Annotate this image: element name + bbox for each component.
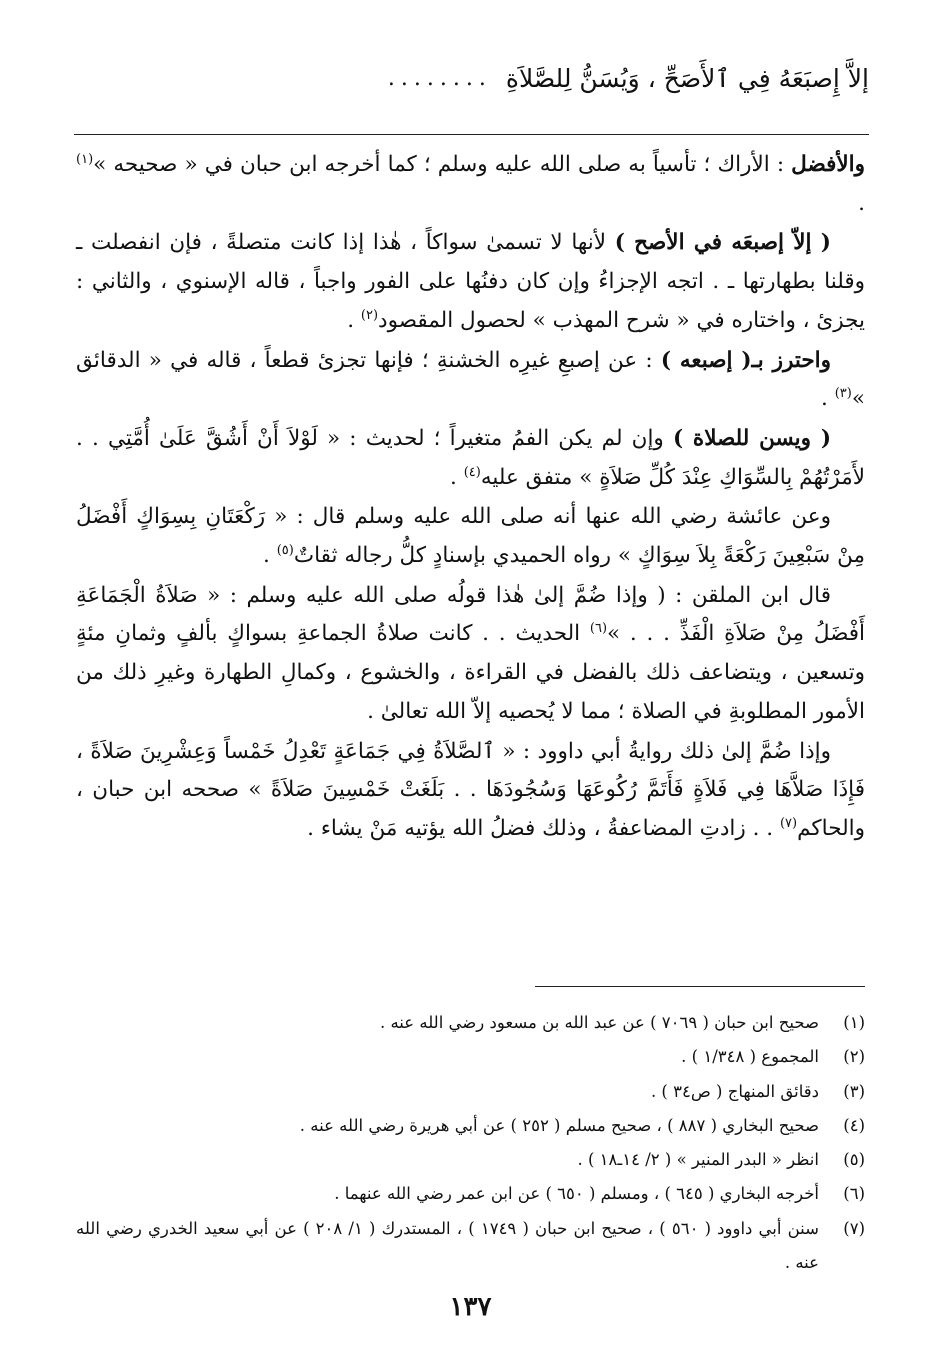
paragraph-end: . [858, 190, 865, 216]
footnote-ref: (٦) [589, 621, 608, 637]
paragraph-text: : الأراك ؛ تأسياً به صلى الله عليه وسلم ؛ كما أخرجه ابن حبان في « صحيحه » [93, 152, 792, 177]
paragraph-text: وإذا ضُمَّ إلىٰ ذلك روايةُ أبي داوود : « ٱلصَّلاَةُ فِي جَمَاعَةٍ تَعْدِلُ خَمْساً وَعِشْرِينَ صَلاَةً ، فَإِذَا صَلاَّهَا فِي فَلاَةٍ فَأَتَمَّ رُكُوعَهَا وَسُجُودَهَا . . بَلَغَتْ خَمْسِينَ صَلاَةً » صححه ابن حبان ، والحاكم [76, 738, 865, 841]
paragraph [76, 577, 865, 732]
main-text [76, 146, 865, 850]
paragraph-text: لأنها لا تسمىٰ سواكاً ، هٰذا إذا كانت متصلةً ، فإن انفصلت ـ وقلنا بطهارتها ـ . اتجه الإجزاءُ وإن كان دفنُها على الفور واجباً ، قاله الإسنوي ، والثاني : يجزئ ، واختاره في « شرح المهذب » لحصول المقصود [76, 230, 865, 333]
footnote-text: صحيح ابن حبان ( ٧٠٦٩ ) عن عبد الله بن مسعود رضي الله عنه . [379, 1013, 819, 1032]
header-dots: ........ [387, 65, 492, 91]
running-header [72, 52, 869, 104]
paragraph [76, 498, 865, 575]
paragraph-lead: ( ويسن للصلاة ) [672, 425, 832, 451]
paragraph-end: الحديث . . كانت صلاةُ الجماعةِ بسواكٍ بألفٍ وثمانِ مئةٍ وتسعين ، ويتضاعف ذلك بالفضل في القراءة ، والخشوع ، وكمالِ الطهارة وغيرِ ذلك من الأمور المطلوبةِ في الصلاة ؛ مما لا يُحصيه إلاّ الله تعالىٰ . [76, 621, 865, 724]
footnote-number: (٤) [843, 1115, 865, 1135]
paragraph [76, 342, 865, 419]
footnote [76, 1006, 865, 1040]
footnote-ref: (٥) [276, 542, 294, 558]
footnote-ref: (٧) [779, 815, 798, 831]
footnote-number: (١) [843, 1013, 865, 1032]
footnote [76, 1143, 865, 1177]
page-number: ١٣٧ [449, 1292, 492, 1322]
footnote-number: (٢) [843, 1047, 865, 1067]
footnote [76, 1075, 865, 1109]
footnote-ref: (٢) [360, 307, 379, 323]
paragraph [76, 224, 865, 340]
paragraph-text: وإن لم يكن الفمُ متغيراً ؛ لحديث : « لَوْلاَ أَنْ أَشُقَّ عَلَىٰ أُمَّتِي . . لأَمَرْتُهُمْ بِالسِّوَاكِ عِنْدَ كُلِّ صَلاَةٍ » متفق عليه [76, 425, 865, 490]
footnote [76, 1177, 865, 1211]
footnote-divider [535, 986, 865, 987]
paragraph-text: : عن إصبعِ غيرِه الخشنةِ ؛ فإنها تجزئ قطعاً ، قاله في « الدقائق » [76, 347, 865, 412]
paragraph-text: قال ابن الملقن : ( وإذا ضُمَّ إلىٰ هٰذا قولُه صلى الله عليه وسلم : « صَلاَةُ الْجَمَاعَةِ أَفْضَلُ مِنْ صَلاَةِ الْفَذِّ . . . » [76, 582, 865, 647]
footnote-ref: (٤) [463, 464, 481, 480]
footnote-text: أخرجه البخاري ( ٦٤٥ ) ، ومسلم ( ٦٥٠ ) عن ابن عمر رضي الله عنهما . [334, 1184, 819, 1204]
footnote-number: (٣) [843, 1081, 865, 1101]
footnote-number: (٧) [843, 1218, 865, 1238]
paragraph-lead: والأفضل [791, 152, 865, 177]
paragraph [76, 146, 865, 223]
footnote-ref: (١) [76, 151, 94, 167]
paragraph-end: . [821, 386, 835, 412]
paragraph-end: . [347, 307, 361, 333]
footnote-text: انظر « البدر المنير » ( ٢/ ١٤ـ١٨ ) . [577, 1150, 819, 1170]
paragraph [76, 420, 865, 497]
footnote [76, 1212, 865, 1281]
footnote [76, 1040, 865, 1074]
paragraph-end: . [450, 464, 464, 490]
running-title: إلاَّ إِصبَعَهُ فِي ٱلأَصَحِّ ، وَيُسَنُّ لِلصَّلاَةِ [505, 63, 869, 93]
footnote-number: (٥) [843, 1150, 865, 1170]
paragraph [76, 733, 865, 849]
header-divider [74, 134, 869, 135]
footnote-text: دقائق المنهاج ( ص٣٤ ) . [650, 1081, 819, 1101]
paragraph-lead: ( إلاّ إصبعَه في الأصح ) [614, 230, 831, 256]
footnote-ref: (٣) [834, 386, 852, 402]
footnote-number: (٦) [843, 1184, 865, 1204]
footnote-text: سنن أبي داوود ( ٥٦٠ ) ، صحيح ابن حبان ( ١٧٤٩ ) ، المستدرك ( ١/ ٢٠٨ ) عن أبي سعيد الخدري رضي الله عنه . [76, 1218, 819, 1273]
paragraph-text: وعن عائشة رضي الله عنها أنه صلى الله عليه وسلم قال : « رَكْعَتَانِ بِسِوَاكٍ أَفْضَلُ مِنْ سَبْعِينَ رَكْعَةً بِلاَ سِوَاكٍ » رواه الحميدي بإسنادٍ كلُّ رجاله ثقاتٌ [76, 504, 865, 569]
footnote-text: المجموع ( ١/٣٤٨ ) . [681, 1047, 819, 1067]
footnote-text: صحيح البخاري ( ٨٨٧ ) ، صحيح مسلم ( ٢٥٢ ) عن أبي هريرة رضي الله عنه . [299, 1115, 819, 1135]
paragraph-lead: واحترز بـ( إصبعه ) [660, 347, 831, 373]
footnotes [76, 1006, 865, 1280]
paragraph-end: . [263, 543, 277, 569]
footnote [76, 1109, 865, 1143]
paragraph-end: . . زادتِ المضاعفةُ ، وذلك فضلُ الله يؤتيه مَنْ يشاء . [307, 815, 780, 841]
